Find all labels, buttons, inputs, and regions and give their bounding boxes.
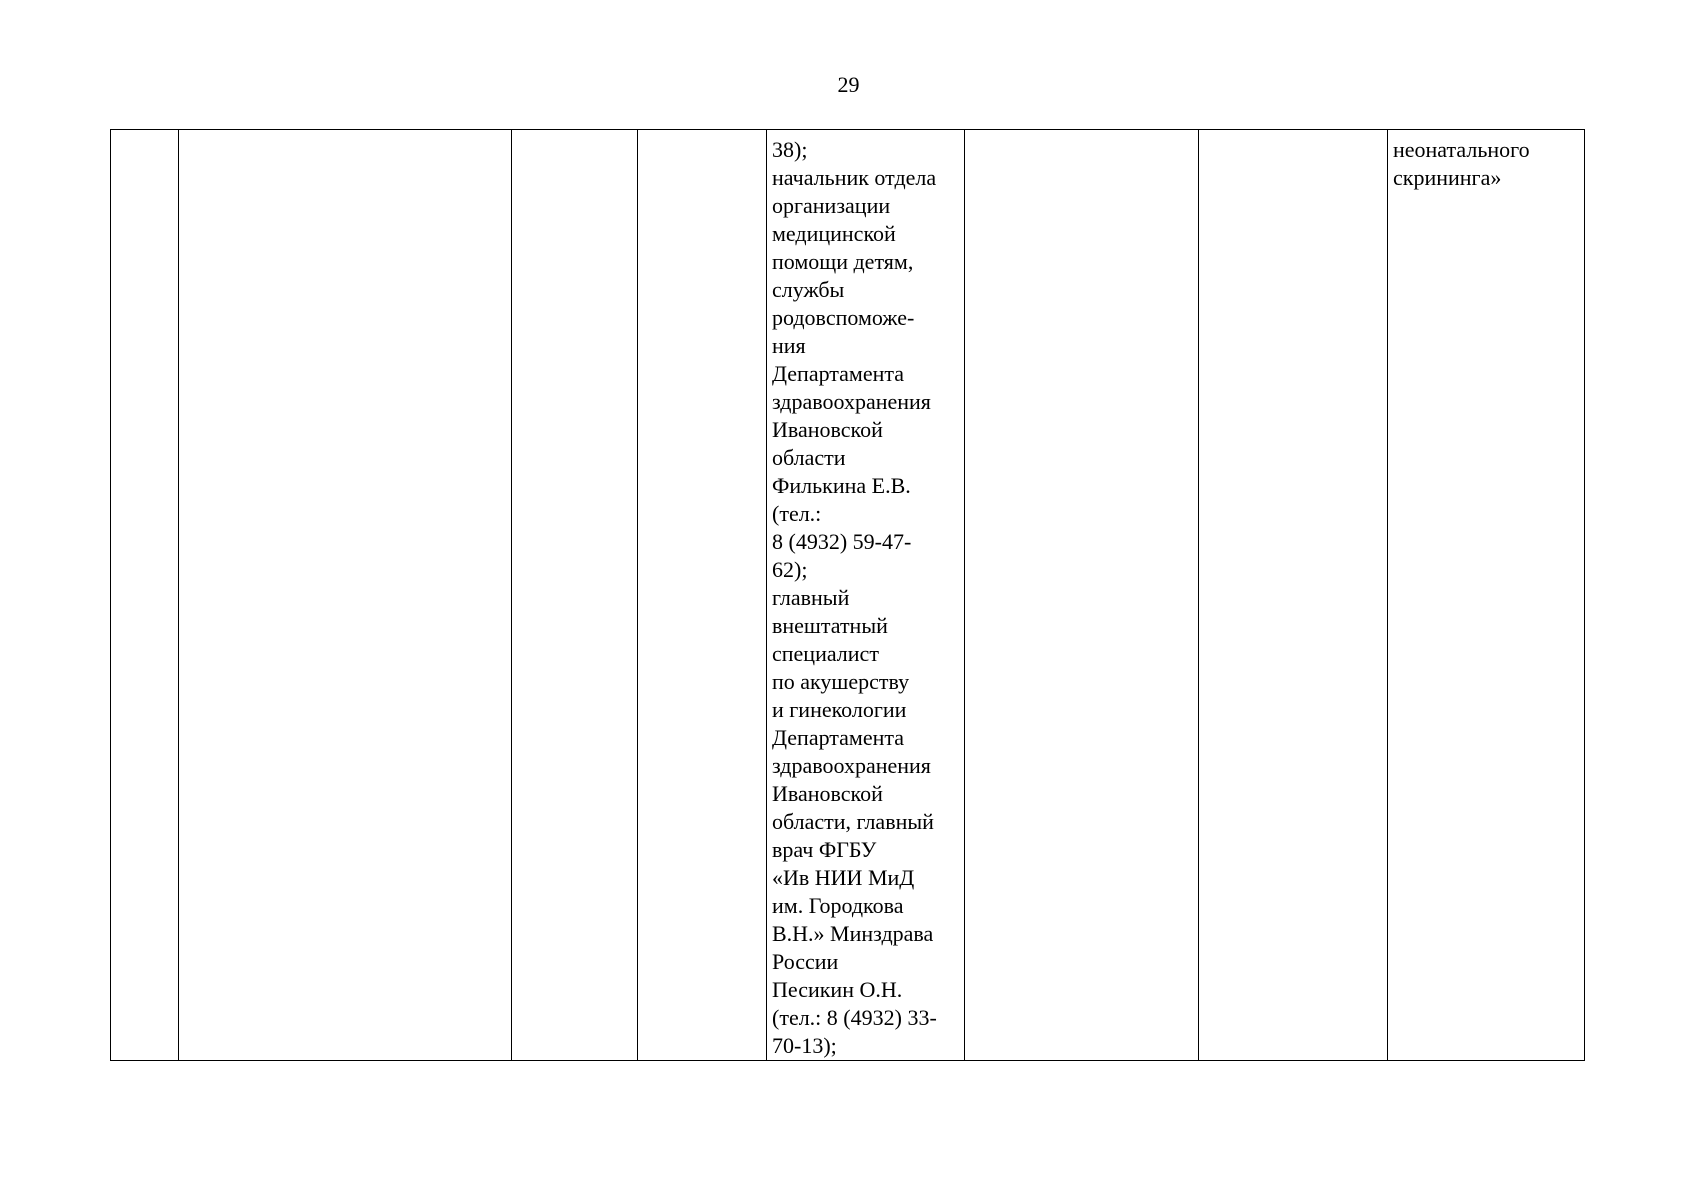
- table-cell-6: [965, 130, 1199, 1061]
- table-row: [111, 130, 1585, 1061]
- page-number: 29: [837, 72, 860, 97]
- table-cell-responsible: 38); начальник отдела организации медицинской помощи детям, службы родовспоможе- ния Департамента здравоохранения Ивановской области Филькина Е.В. (тел.: 8 (4932) 59-47- 62); главный внештатный специалист по акушерству и гинекологии Департамента здравоохранения Ивановской области, главный врач ФГБУ «Ив НИИ МиД им. Городкова В.Н.» Минздрава России Песикин О.Н. (тел.: 8 (4932) 33- 70-13);: [767, 130, 965, 1061]
- table-cell-number: [111, 130, 179, 1061]
- table-cell-result: неонатального скрининга»: [1388, 130, 1585, 1061]
- document-table: [110, 129, 1585, 1061]
- table-cell-7: [1199, 130, 1388, 1061]
- table-cell-4: [638, 130, 767, 1061]
- table-cell-3: [512, 130, 638, 1061]
- table-cell-activity: [179, 130, 512, 1061]
